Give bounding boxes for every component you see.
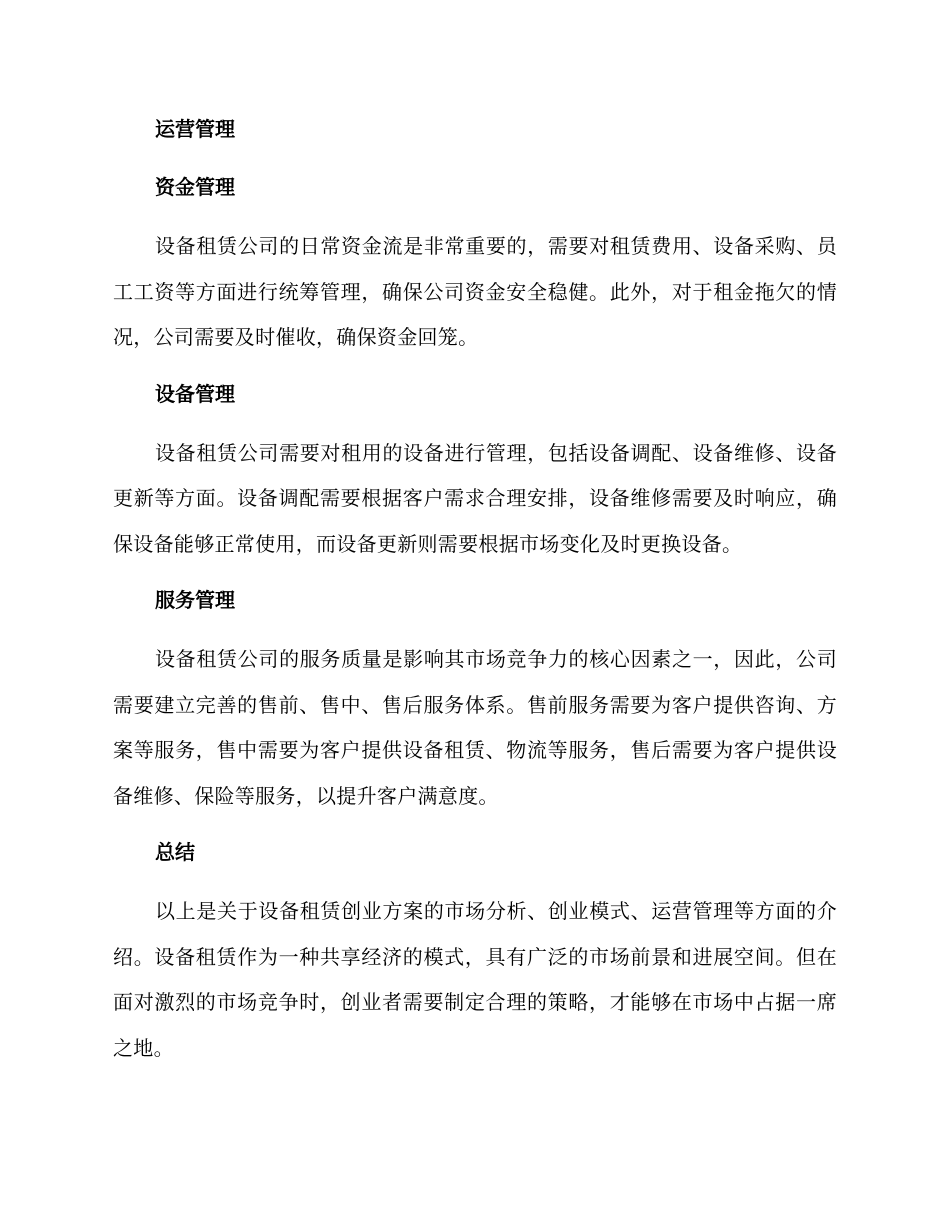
- heading-operations: 运营管理: [155, 117, 235, 141]
- heading-funds: 资金管理: [155, 175, 235, 199]
- paragraph-equipment: 设备租赁公司需要对租用的设备进行管理，包括设备调配、设备维修、设备更新等方面。设备调配需要根据客户需求合理安排，设备维修需要及时响应，确保设备能够正常使用，而设备更新则需要根据市场变化及时更换设备。: [113, 440, 837, 556]
- heading-equipment: 设备管理: [155, 381, 235, 406]
- document-body: [113, 108, 837, 1083]
- paragraph-summary: 以上是关于设备租赁创业方案的市场分析、创业模式、运营管理等方面的介绍。设备租赁作为一种共享经济的模式，具有广泛的市场前景和进展空间。但在面对激烈的市场竞争时，创业者需要制定合理的策略，才能够在市场中占据一席之地。: [113, 899, 837, 1060]
- paragraph-service: 设备租赁公司的服务质量是影响其市场竞争力的核心因素之一，因此，公司需要建立完善的售前、售中、售后服务体系。售前服务需要为客户提供咨询、方案等服务，售中需要为客户提供设备租赁、物流等服务，售后需要为客户提供设备维修、保险等服务，以提升客户满意度。: [113, 647, 837, 808]
- heading-summary: 总结: [155, 840, 195, 864]
- heading-service: 服务管理: [155, 588, 235, 612]
- paragraph-funds: 设备租赁公司的日常资金流是非常重要的，需要对租赁费用、设备采购、员工工资等方面进行统筹管理，确保公司资金安全稳健。此外，对于租金拖欠的情况，公司需要及时催收，确保资金回笼。: [113, 234, 837, 349]
